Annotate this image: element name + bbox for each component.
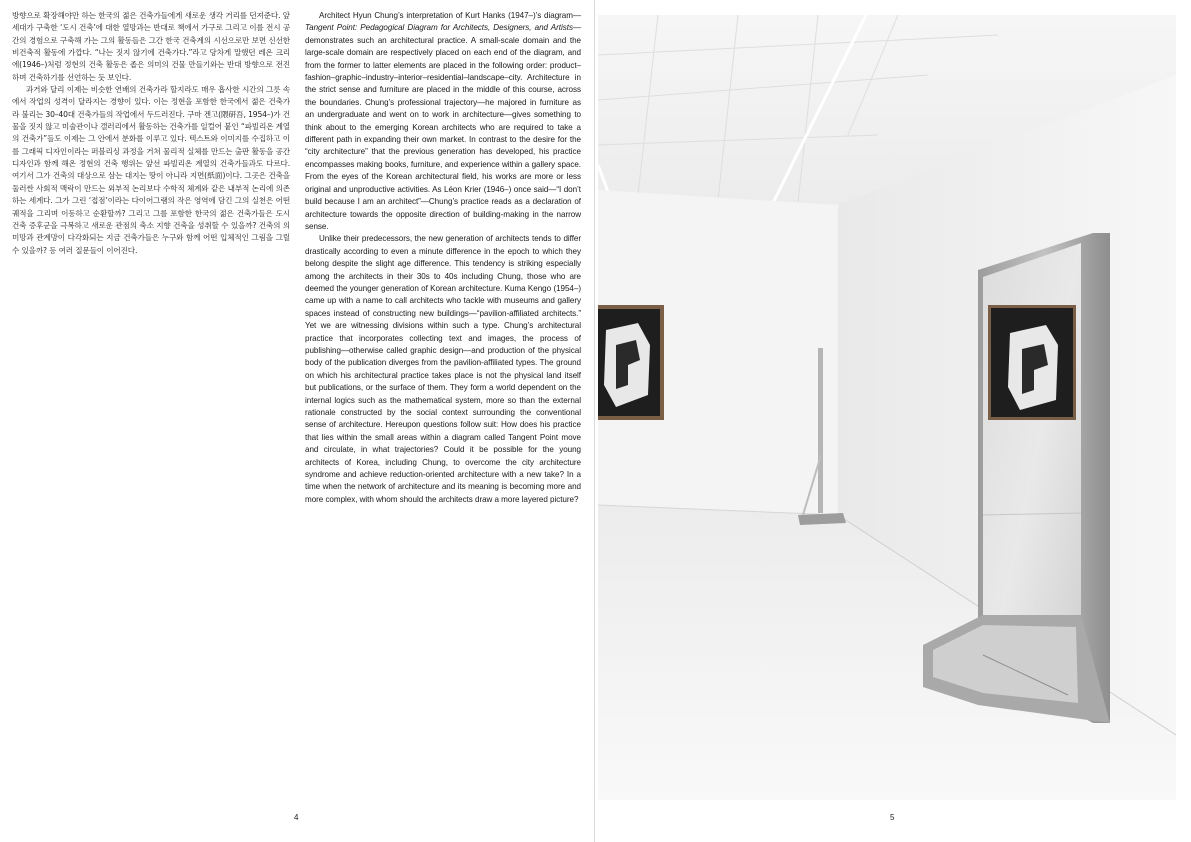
korean-text-column <box>12 10 290 257</box>
diagram-title: Tangent Point: Pedagogical Diagram for Architects, Designers, and Artists <box>305 23 573 33</box>
photo-illustration <box>598 15 1176 800</box>
english-paragraph-1-rest: —demonstrates such an architectural practice. A small-scale domain and the large-scale domain are respectively placed on each end of the diagram, and from the former to latter elements are placed in the following order: product–fashion–graphic–industry–interior–residential–landscape–city. Architecture in the strict sense and furniture are placed in the middle of this course, across the boundaries. Chung’s professional trajectory—he majored in furniture as an undergraduate and went on to work in architecture—gives something to think about to the emerging Korean architects who are required to take a different path in expanding their own market. In contrast to the desire for the “city architecture” that the previous generation has developed, his practice encompasses making books, furniture, and experience within a gallery space. From the eyes of the Korean architectural field, his works are more or less original and unproductive activities. As Léon Krier (1946–) once said—“I don’t build because I am an architect”—Chung’s practice reads as a declaration of architecture towards the opposite direction of building-making in the narrow sense. <box>305 23 581 231</box>
left-page <box>0 0 594 842</box>
framed-print-left <box>598 305 664 420</box>
korean-paragraph-1: 방향으로 확장해야만 하는 한국의 젊은 건축가들에게 새로운 생각 거리를 던져준다. 앞 세대가 구축한 ‘도시 건축’에 대한 열망과는 반대로 책에서 가구로 그리고 이를 전시 공간의 경험으로 구축해 가는 그의 활동들은 그간 한국 건축계의 시선으로만 보면 신선한 비건축적 활동에 가깝다. “나는 짓지 않기에 건축가다.”라고 당차게 말했던 레온 크리에(1946–)처럼 정현의 건축 활동은 좁은 의미의 건물 만들기와는 반대 방향으로 전진하며 건축하기를 선언하는 듯 보인다. <box>12 11 290 82</box>
page-number-right: 5 <box>890 813 895 822</box>
korean-paragraph-2: 과거와 달리 이제는 비슷한 연배의 건축가라 할지라도 매우 흡사한 시간의 그릇 속에서 작업의 성격이 달라지는 경향이 있다. 이는 정현을 포함한 한국에서 젊은 건축가라 불리는 30–40대 건축가들의 작업에서 두드러진다. 구마 겐고(隈研吾, 1954–)가 건물을 짓지 않고 미술관이나 갤러리에서 활동하는 건축가를 일컬어 붙인 “파빌리온 계열의 건축가”들도 이제는 그 안에서 분화를 이루고 있다. 텍스트와 이미지를 수집하고 이를 그래픽 디자인이라는 퍼블리싱 과정을 거쳐 물리적 실체를 만드는 출판 활동을 공간 디자인과 함께 해온 정현의 건축 행위는 앞선 파빌리온 계열의 건축가들과도 다르다. 여기서 그가 건축의 대상으로 삼는 대지는 땅이 아니라 지면(紙面)이다. 그곳은 건축을 둘러싼 사회적 맥락이 만드는 외부적 논리보다 수학적 체계와 같은 내부적 논리에 의존하는 세계다. 그가 그린 ‘접점’이라는 다이어그램의 작은 영역에 담긴 그의 실천은 어떤 궤적을 그리며 이동하고 순환할까? 그리고 그를 포함한 한국의 젊은 건축가들은 도시 건축 증후군을 극복하고 새로운 관점의 축소 지향 건축을 성취할 수 있을까? 건축의 의미망과 관계망이 다각화되는 지금 건축가들은 누구와 함께 어떤 입체적인 그림을 그릴 수 있을까? 등 여러 질문들이 이어진다. <box>12 85 290 255</box>
page-number-left: 4 <box>294 813 299 822</box>
english-paragraph-1 <box>305 10 581 233</box>
gallery-installation-photo <box>598 15 1176 800</box>
english-paragraph-1-start: Architect Hyun Chung’s interpretation of Kurt Hanks (1947–)’s diagram— <box>319 11 581 20</box>
english-text-column <box>305 10 581 506</box>
english-paragraph-2: Unlike their predecessors, the new generation of architects tends to differ drastically according to even a minute difference in the epoch to which they belong despite the slight age difference. This tendency is striking especially among the architects in their 30s to 40s including Chung, those who are deemed the younger generation of Korean architecture. Kuma Kengo (1954–) came up with a name to call architects who tackle with museums and gallery spaces instead of constructing new buildings—“pavilion-affiliated architects.” Yet we are witnessing divisions within such a type. Chung’s architectural practice that incorporates collecting text and images, the process of publishing—otherwise called graphic design—and production of the physical body of the publication diverges from the pavilion-affiliated types. The ground on which his architectural practice takes place is not the physical land itself but publications, or the surface of them. They form a world dependent on the internal logics such as the mathematical system, more so than the external rationale constructed by the social context surrounding the conventional sense of architecture. Hereupon questions follow suit: How does his practice that lies within the small areas within a diagram called Tangent Point move and circulate, in what trajectories? Could it be possible for the young architects of Korea, including Chung, to overcome the city architecture syndrome and achieve reduction-oriented architecture with a new take? In a time when the network of architecture and its meaning is becoming more and more complex, with whom should the architects draw a more layered picture? <box>305 234 581 504</box>
